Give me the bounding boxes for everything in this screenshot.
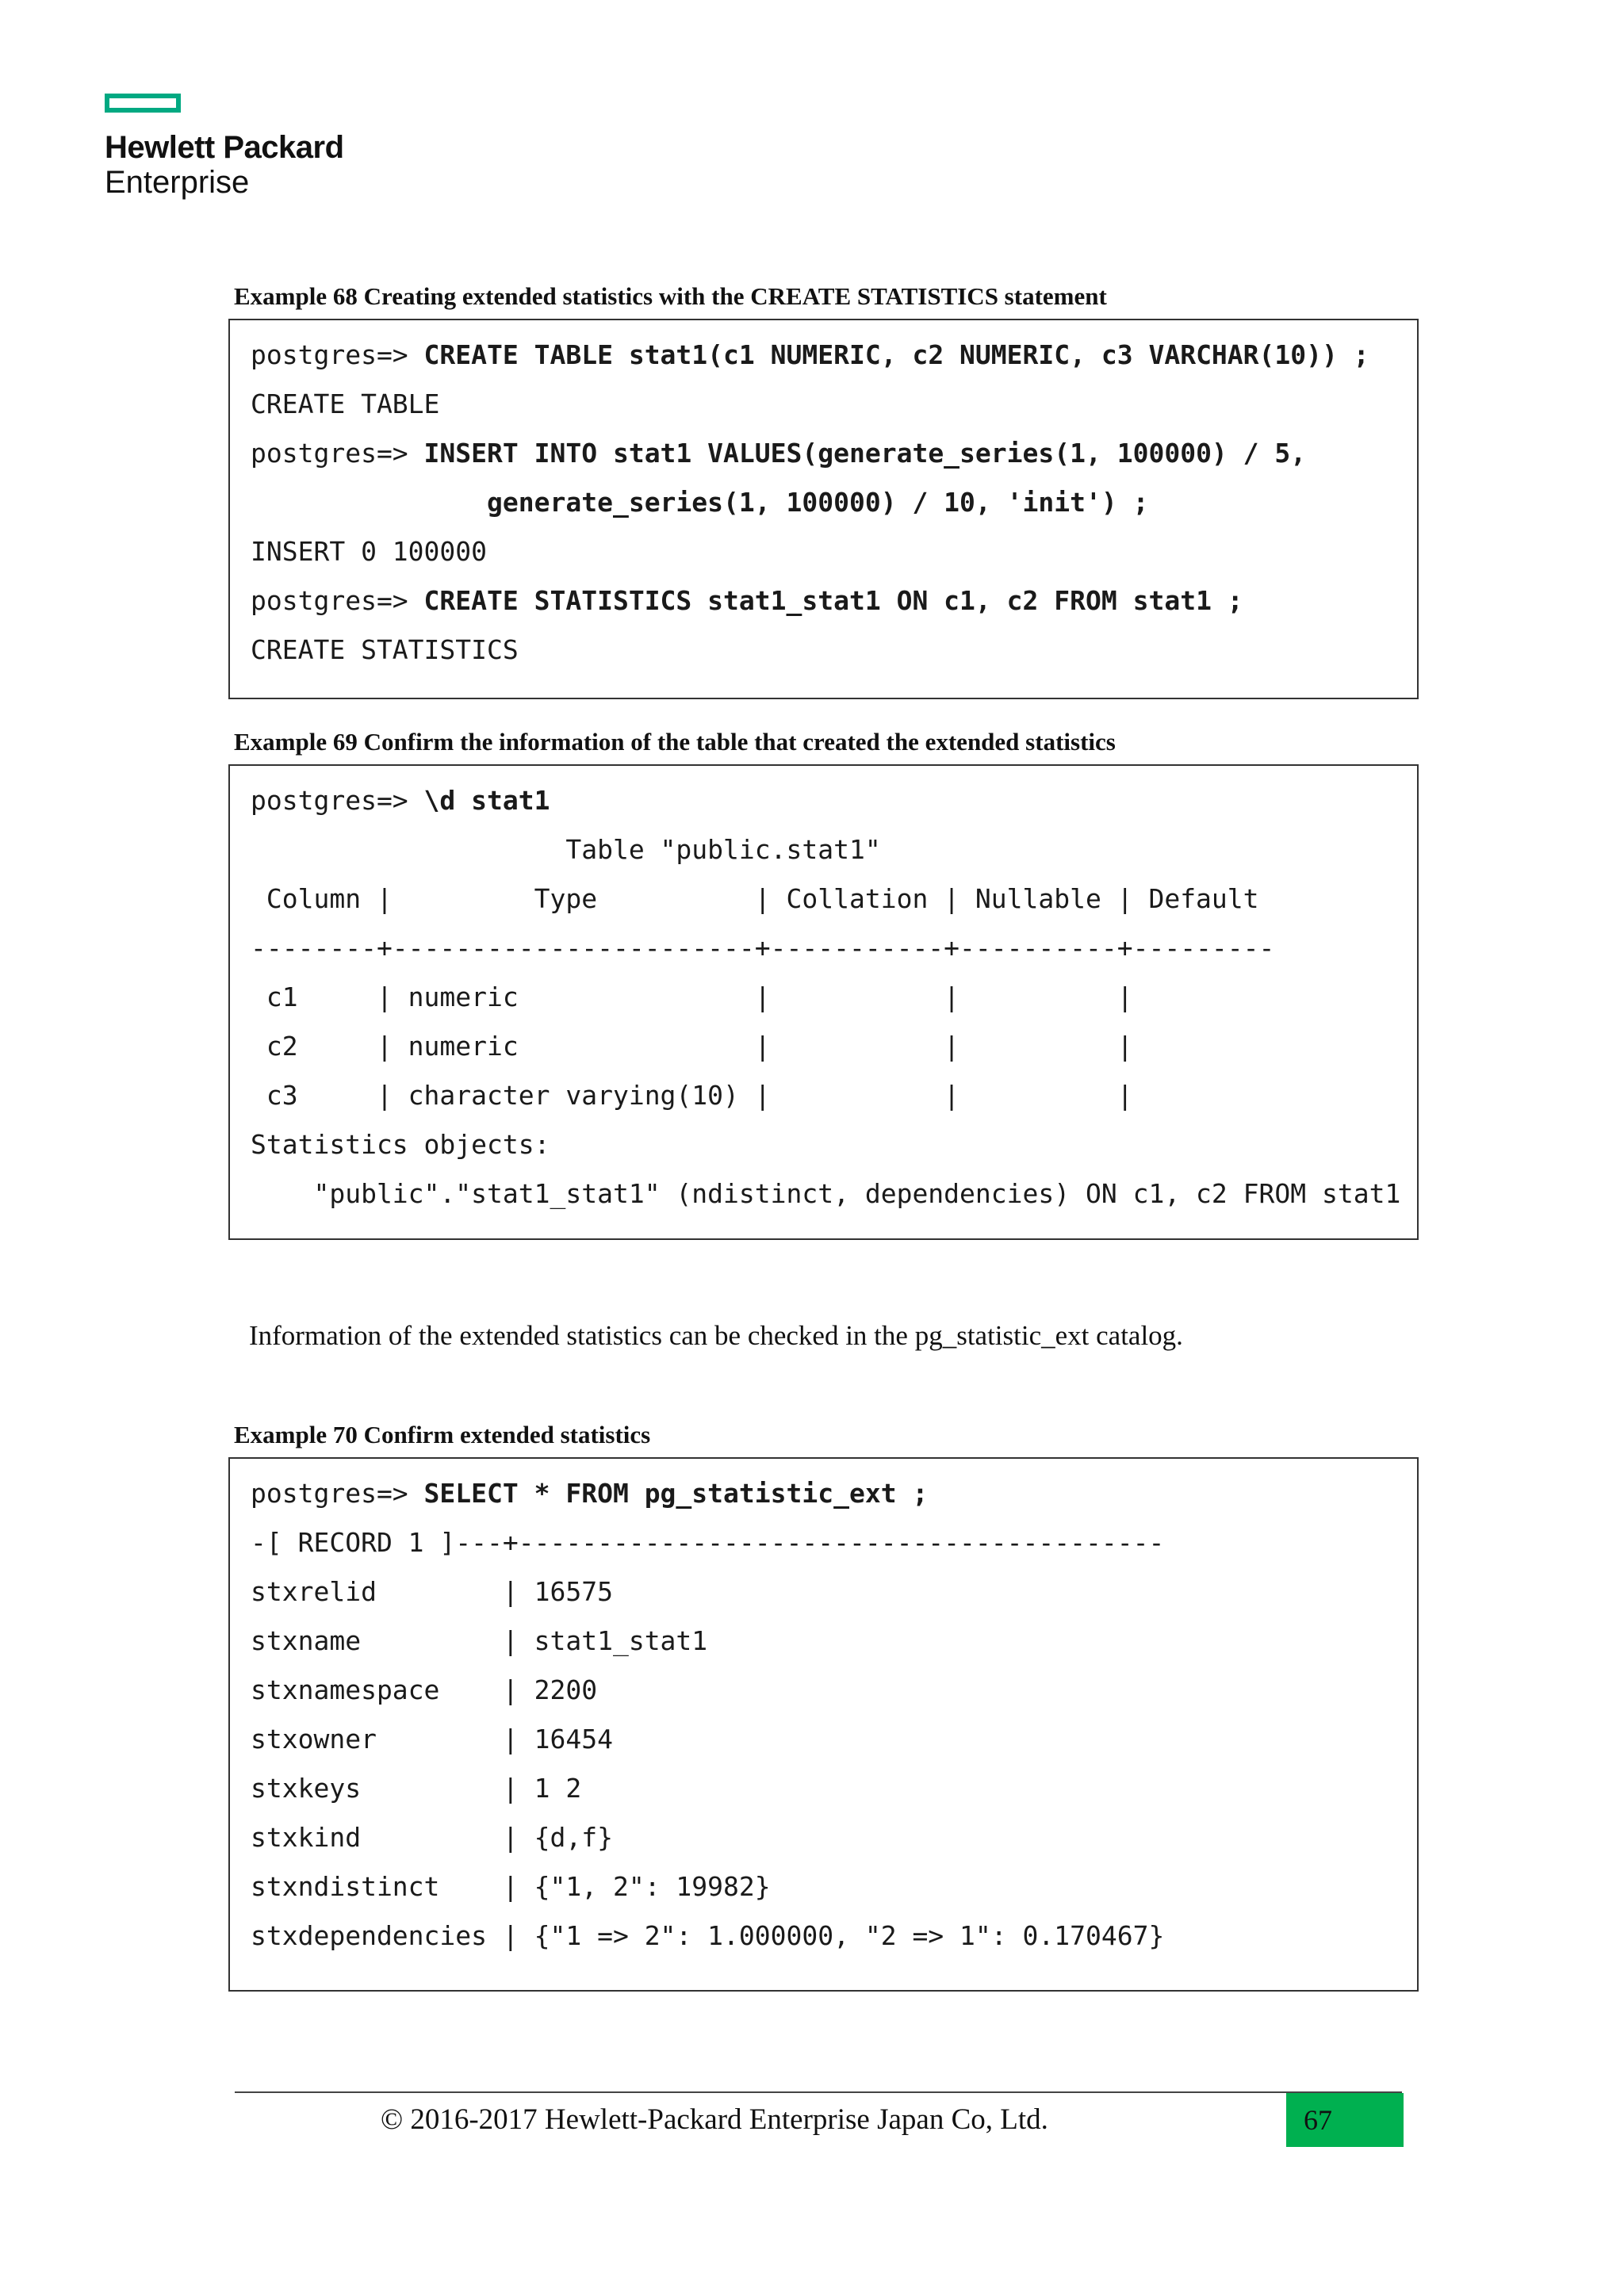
hpe-logo-mark [105, 94, 181, 113]
code-line: Column | Type | Collation | Nullable | Default [251, 883, 1259, 914]
code-line: stxkind | {d,f} [251, 1822, 613, 1853]
footer-copyright: © 2016-2017 Hewlett-Packard Enterprise Japan Co, Ltd. [381, 2103, 1048, 2136]
code-line: Statistics objects: [251, 1129, 550, 1160]
example-70-code-box [228, 1457, 1419, 1992]
footer-divider [235, 2091, 1402, 2093]
code-line: stxnamespace | 2200 [251, 1674, 598, 1705]
code-line: postgres=> CREATE TABLE stat1(c1 NUMERIC, c2 NUMERIC, c3 VARCHAR(10)) ; [251, 339, 1369, 370]
code-line: stxowner | 16454 [251, 1724, 613, 1755]
code-line: CREATE TABLE [251, 388, 440, 419]
code-line: postgres=> CREATE STATISTICS stat1_stat1 ON c1, c2 FROM stat1 ; [251, 585, 1243, 616]
hpe-logo [105, 94, 344, 200]
example-68-code-box [228, 319, 1419, 699]
code-line: postgres=> INSERT INTO stat1 VALUES(generate_series(1, 100000) / 5, [251, 438, 1307, 469]
code-line: Table "public.stat1" [251, 834, 881, 865]
code-line: stxrelid | 16575 [251, 1576, 613, 1607]
code-line: CREATE STATISTICS [251, 634, 519, 665]
example-68-caption: Example 68 Creating extended statistics with the CREATE STATISTICS statement [234, 282, 1107, 310]
code-line: c3 | character varying(10) | | | [251, 1080, 1133, 1111]
code-line: postgres=> \d stat1 [251, 785, 550, 816]
page-number: 67 [1286, 2093, 1404, 2147]
body-paragraph: Information of the extended statistics can be checked in the pg_statistic_ext catalog. [249, 1320, 1183, 1351]
example-70-caption: Example 70 Confirm extended statistics [234, 1421, 651, 1448]
code-line: "public"."stat1_stat1" (ndistinct, dependencies) ON c1, c2 FROM stat1 [251, 1178, 1401, 1209]
logo-line2: Enterprise [105, 165, 250, 200]
code-line: c1 | numeric | | | [251, 982, 1133, 1012]
code-line: INSERT 0 100000 [251, 536, 488, 567]
code-line: -[ RECORD 1 ]---+----------------------------------------- [251, 1527, 1165, 1558]
code-line: stxkeys | 1 2 [251, 1773, 582, 1804]
code-line: stxndistinct | {"1, 2": 19982} [251, 1871, 771, 1902]
code-line: stxdependencies | {"1 => 2": 1.000000, "2 => 1": 0.170467} [251, 1920, 1165, 1951]
code-line: generate_series(1, 100000) / 10, 'init') ; [487, 487, 1149, 518]
code-line: c2 | numeric | | | [251, 1031, 1133, 1062]
code-line: stxname | stat1_stat1 [251, 1625, 708, 1656]
example-69-caption: Example 69 Confirm the information of the table that created the extended statistics [234, 728, 1116, 756]
code-line: --------+-----------------------+-----------+----------+--------- [251, 932, 1275, 963]
logo-line1: Hewlett Packard [105, 130, 344, 165]
example-69-code-box [228, 764, 1419, 1240]
code-line: postgres=> SELECT * FROM pg_statistic_ext ; [251, 1478, 929, 1509]
